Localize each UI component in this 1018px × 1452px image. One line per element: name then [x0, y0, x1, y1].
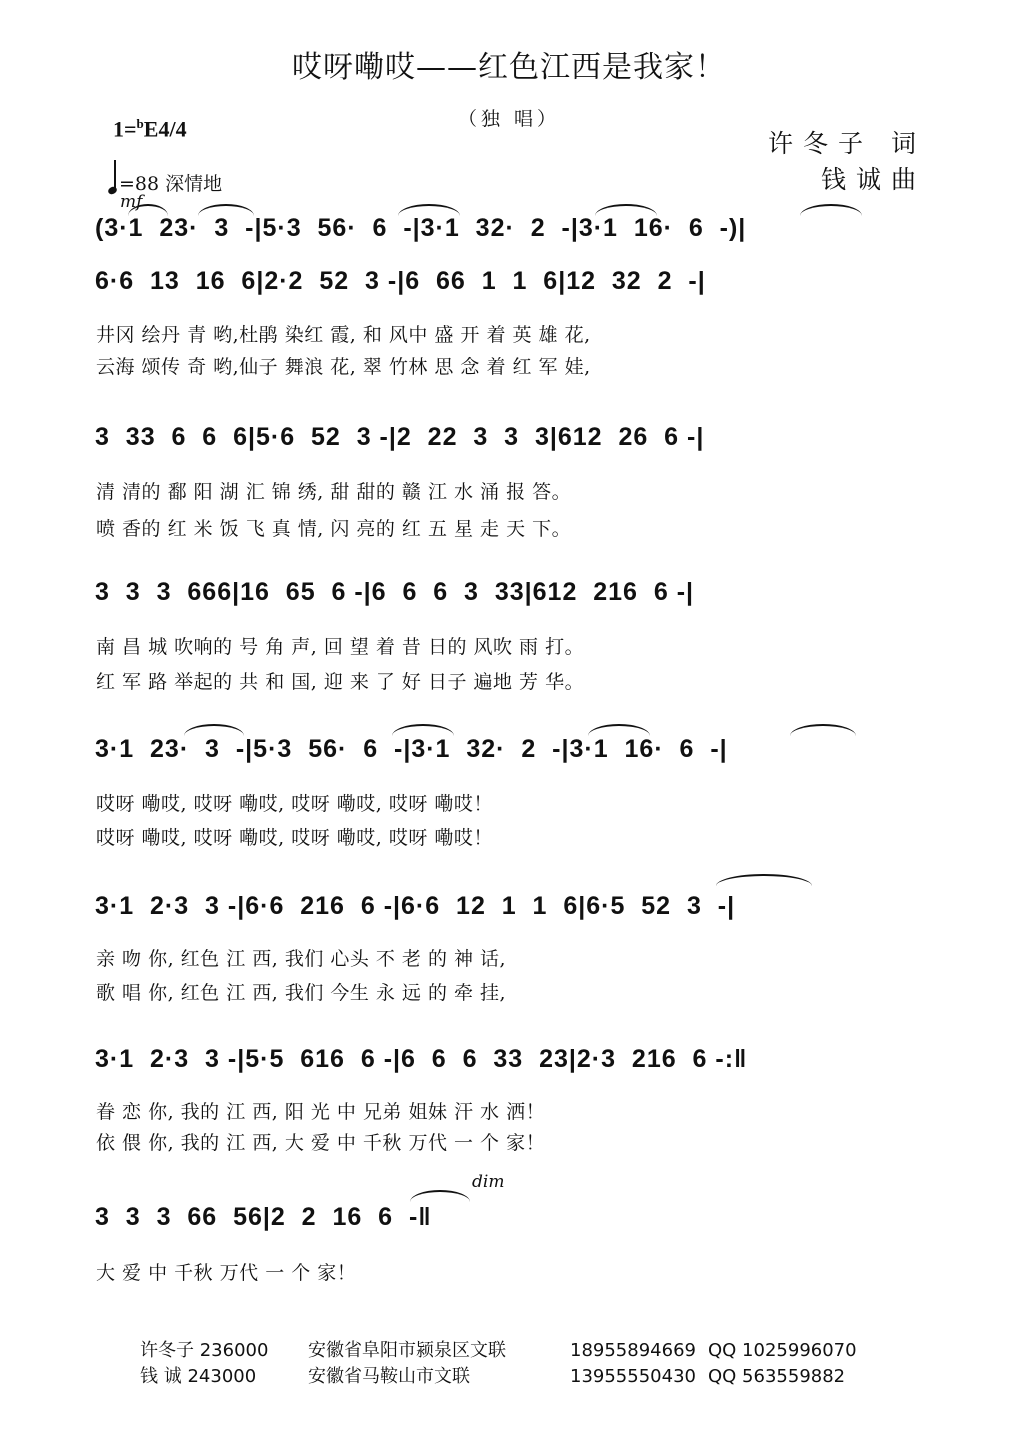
- slur-mark: [184, 724, 244, 736]
- notes: 6·6 13 16 6|2·2 52 3 -|6 66 1 1 6|12 32 2 -|: [95, 267, 706, 295]
- dynamic-mf: mf: [120, 192, 143, 212]
- lyricist-credit: 许冬子 词: [768, 129, 926, 158]
- slur-mark: [392, 724, 454, 736]
- contact-name: 许冬子: [140, 1340, 194, 1361]
- performance-type: （独 唱）: [457, 108, 561, 130]
- contact-qq: QQ 563559882: [708, 1366, 846, 1387]
- contact-org: 安徽省马鞍山市文联: [308, 1366, 470, 1387]
- tempo-text: =88 深情地: [119, 173, 223, 195]
- notes: (3·1 23· 3 -|5·3 56· 6 -|3·1 32· 2 -|3·1 16· 6 -)|: [95, 214, 747, 242]
- notation-row-2: [95, 423, 935, 452]
- notation-row-6: [95, 1045, 935, 1074]
- notes: 3·1 23· 3 -|5·3 56· 6 -|3·1 32· 2 -|3·1 16· 6 -|: [95, 735, 728, 763]
- notation-row-intro: [95, 214, 935, 243]
- contact-name-postcode: [140, 1362, 308, 1388]
- slur-mark: [716, 874, 812, 886]
- notes: 3·1 2·3 3 -|5·5 616 6 -|6 6 6 33 23|2·3 216 6 -:‖: [95, 1045, 748, 1073]
- key-prefix: 1=: [113, 116, 137, 142]
- lyric-line-4-verse-1: 哎呀 嘞哎, 哎呀 嘞哎, 哎呀 嘞哎, 哎呀 嘞哎！: [96, 793, 493, 815]
- dim-marking: dim: [472, 1172, 505, 1192]
- notes: 3 3 3 66 56|2 2 16 6 -‖: [95, 1203, 432, 1231]
- contact-name: 钱 诚: [140, 1366, 182, 1387]
- lyric-line-5-verse-1: 亲 吻 你, 红色 江 西, 我们 心头 不 老 的 神 话,: [96, 948, 507, 970]
- notes: 3 33 6 6 6|5·6 52 3 -|2 22 3 3 3|612 26 6 -|: [95, 423, 705, 451]
- composer-credit: 钱诚曲: [820, 165, 926, 194]
- notation-row-3: [95, 578, 935, 607]
- slur-mark: [198, 204, 254, 216]
- contact-row-2: [140, 1362, 845, 1388]
- flat-sign: b: [136, 116, 144, 131]
- contact-name-postcode: [140, 1336, 308, 1362]
- lyric-line-1-verse-1: 井冈 绘丹 青 哟,杜鹃 染红 霞, 和 风中 盛 开 着 英 雄 花,: [96, 324, 591, 346]
- contact-org: 安徽省阜阳市颍泉区文联: [308, 1340, 506, 1361]
- song-title: 哎呀嘞哎——红色江西是我家！: [292, 50, 726, 85]
- key-signature: [113, 116, 187, 142]
- lyric-line-3-verse-1: 南 昌 城 吹响的 号 角 声, 回 望 着 昔 日的 风吹 雨 打。: [96, 636, 585, 658]
- lyric-line-2-verse-1: 清 清的 鄱 阳 湖 汇 锦 绣, 甜 甜的 赣 江 水 涌 报 答。: [96, 481, 572, 503]
- lyric-line-7: 大 爱 中 千秋 万代 一 个 家！: [96, 1262, 357, 1284]
- notation-row-4: [95, 735, 935, 764]
- notes: 3·1 2·3 3 -|6·6 216 6 -|6·6 12 1 1 6|6·5 52 3 -|: [95, 892, 736, 920]
- lyric-line-6-verse-1: 眷 恋 你, 我的 江 西, 阳 光 中 兄弟 姐妹 汗 水 洒！: [96, 1101, 546, 1123]
- quarter-note-icon: [107, 185, 118, 195]
- notation-row-1: [95, 267, 935, 296]
- lyric-line-5-verse-2: 歌 唱 你, 红色 江 西, 我们 今生 永 远 的 牵 挂,: [96, 982, 507, 1004]
- notation-row-5: [95, 892, 935, 921]
- contact-row-1: [140, 1336, 857, 1362]
- contact-postcode: 243000: [187, 1366, 257, 1387]
- contact-phone: 18955894669: [570, 1340, 696, 1361]
- slur-mark: [790, 724, 856, 736]
- slur-mark: [800, 204, 862, 216]
- slur-mark: [595, 204, 657, 216]
- note-stem: [114, 160, 116, 190]
- slur-mark: [398, 204, 460, 216]
- contact-qq: QQ 1025996070: [708, 1340, 857, 1361]
- contact-phone: 13955550430: [570, 1366, 696, 1387]
- notation-row-7: [95, 1203, 935, 1232]
- contact-postcode: 236000: [199, 1340, 269, 1361]
- lyric-line-3-verse-2: 红 军 路 举起的 共 和 国, 迎 来 了 好 日子 遍地 芳 华。: [96, 671, 585, 693]
- key-rest: E4/4: [143, 116, 187, 142]
- lyric-line-2-verse-2: 喷 香的 红 米 饭 飞 真 情, 闪 亮的 红 五 星 走 天 下。: [96, 518, 572, 540]
- slur-mark: [410, 1190, 470, 1202]
- lyric-line-6-verse-2: 依 偎 你, 我的 江 西, 大 爱 中 千秋 万代 一 个 家！: [96, 1132, 546, 1154]
- lyric-line-1-verse-2: 云海 颂传 奇 哟,仙子 舞浪 花, 翠 竹林 思 念 着 红 军 娃,: [96, 356, 591, 378]
- slur-mark: [588, 724, 650, 736]
- lyric-line-4-verse-2: 哎呀 嘞哎, 哎呀 嘞哎, 哎呀 嘞哎, 哎呀 嘞哎！: [96, 827, 493, 849]
- notes: 3 3 3 666|16 65 6 -|6 6 6 3 33|612 216 6 -|: [95, 578, 695, 606]
